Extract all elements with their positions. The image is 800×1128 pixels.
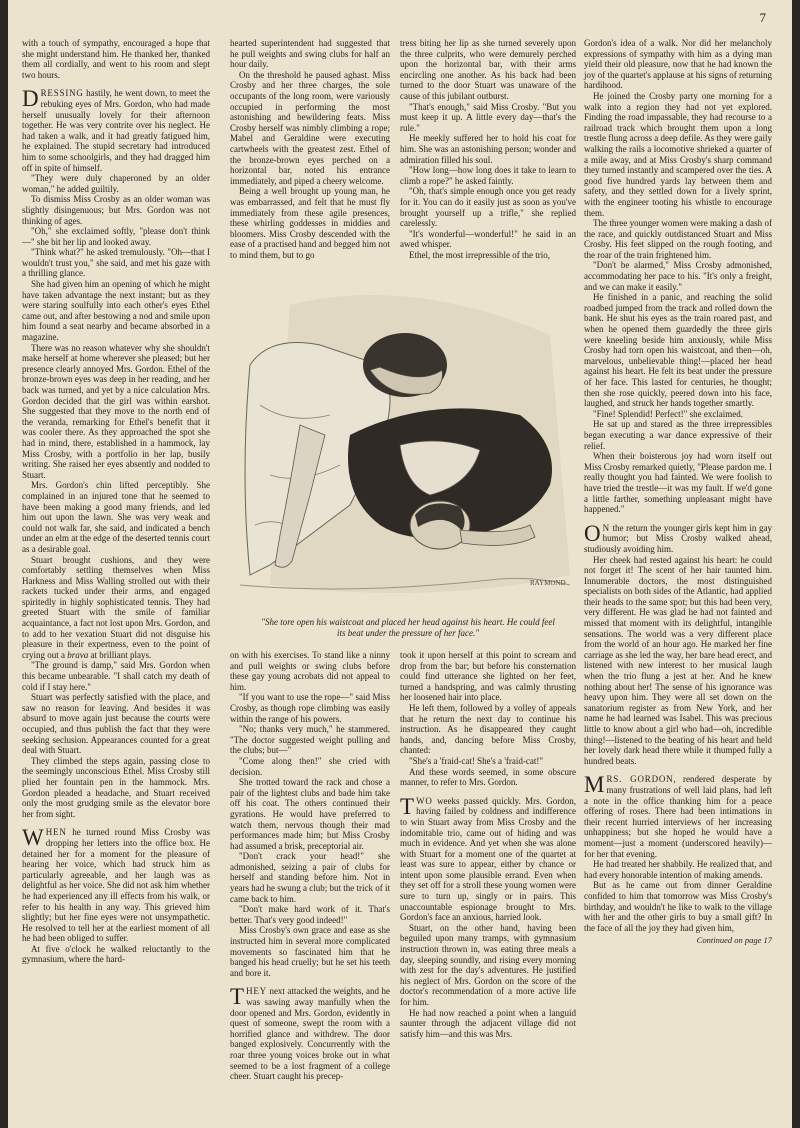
paragraph: "Oh," she exclaimed softly, "please don't think—" she bit her lip and looked away. [22,226,210,247]
paragraph: "No; thanks very much," he stammered. "The doctor suggested weight pulling and the clubs; but—" [230,724,390,756]
drop-cap: M [584,772,605,798]
small-caps-lead: RS. GORDON [606,774,674,785]
paragraph: tress biting her lip as she turned severely upon the three culprits, who were demurely perched upon the horizontal bar, with their arms encircling one another. As his back had been turned to the door Stuart was unaware of the cause of this jubilant outburst. [400,38,576,101]
paragraph: "Don't crack your head!" she admonished, seizing a pair of clubs for herself and standing before him. Not in years had he swung a club; but the trick of it came back to him. [230,851,390,904]
text-column-2-bottom [230,650,390,1120]
small-caps-lead: RESSING [40,88,84,99]
small-caps-lead: HEY [246,986,267,997]
paragraph: Being a well brought up young man, he was embarrassed, and felt that he must fly immediately from these agile presences, these whirling goddesses in middies and bloomers. Miss Crosby descended with the ease of a practised hand and begged him not to mind them, but to go [230,186,390,260]
paragraph: At five o'clock he walked reluctantly to the gymnasium, where the hard- [22,943,210,965]
section-start-paragraph [22,827,210,944]
paragraph: "Come along then!" she cried with decision. [230,755,390,777]
paragraph: "Don't make hard work of it. That's better. That's very good indeed!" [230,904,390,925]
paragraph-text: hastily, he went down, to meet the rebuking eyes of Mrs. Gordon, who had made herself unusually lovely for their afternoon together. He was very contrite over his neglect. He had taken a walk, and it had greatly fatigued him, he explained. The stupid secretary had introduced him to some schoolgirls, and they had dragged him off in spite of himself. [22,88,210,173]
paragraph: Stuart, on the other hand, having been beguiled upon many tramps, with gymnasium instruction thrown in, was eating three meals a day, sleeping soundly, and rising every morning with zest for the day's adventures. He justified his neglect of Mrs. Gordon on the score of the doctor's recommendation of a more active life for him. [400,922,576,1007]
drop-cap: O [584,520,601,546]
drop-cap: T [230,984,245,1010]
paragraph: "It's wonderful—wonderful!" he said in an awed whisper. [400,228,576,250]
small-caps-lead: WO [416,795,433,806]
paragraph: "How long—how long does it take to learn to climb a rope?" he asked faintly. [400,165,576,186]
paragraph-text: next attacked the weights, and he was sawing away manfully when the door opened and Mrs. Gordon, evidently in quest of someone, swept the room with a horrified glance and withdrew. The door banged explosively. Concurrently with the roar three young voices broke out in what seemed to be a lost fragment of a college cheer. Stuart caught his precep- [230,986,390,1082]
paragraph: He had treated her shabbily. He realized that, and had every honorable intention of making amends. [584,859,772,880]
small-caps-lead: N [602,522,610,533]
paragraph: "The ground is damp," said Mrs. Gordon when this became unbearable. "I shall catch my death of cold if I stay here." [22,660,210,692]
paragraph: He meekly suffered her to hold his coat for him. She was an astonishing person; wonder and admiration filled his soul. [400,133,576,165]
paragraph: "Fine! Splendid! Perfect!" she exclaimed. [593,408,744,419]
text-column-1 [22,38,210,1120]
section-start-paragraph [22,88,210,173]
paragraph: with a touch of sympathy, encouraged a hope that she might understand him. He thanked her, thanked them all cordially, and went to his room and slept two hours. [22,38,210,80]
paragraph: But as he came out from dinner Geraldine confided to him that tomorrow was Miss Crosby's birthday, and wouldn't he like to walk to the village with her and the other girls to buy a small gift? In the face of all the joy they had given him, [584,880,772,933]
paragraph: "Don't be alarmed," Miss Crosby admonished, accommodating her pace to his. "It's only a freight, and we can make it easily." [584,260,772,292]
paragraph: He finished in a panic, and reaching the solid roadbed jumped from the track and rolled down the bank. He shut his eyes as the train roared past, and when he opened them guardedly the three girls were kneeling beside him anxiously, while Miss Crosby had torn open his waistcoat, and then—oh, marvelous, unbelievable thing!—placed her head against his heart. He felt its beat under the pressure of her face. This lasted for centuries, he thought; then she rose quickly, peered down into his face, laughed, and struck her hands together smartly. [584,292,772,409]
paragraph-text: weeks passed quickly. Mrs. Gordon, having failed by coldness and indifference to win Stuart away from Miss Crosby and the indomitable trio, came out of hiding and was much in evidence. And yet when she was alone with Stuart for a moment one of the quartet at least was sure to appear, either by chance or intent upon some plausible errand. Even when they set off for a stroll these young women were sure to turn up, singly or in pairs. This unaccountable espionage brought to Mrs. Gordon's face an anxious, harried look. [400,795,576,923]
paragraph: "Oh, that's simple enough once you get ready for it. You can do it easily just as soon as you've brought yourself up a trifle," she replied carelessly. [400,186,576,229]
paragraph: Stuart was perfectly satisfied with the place, and saw no reason for leaving. And besides it was absurd to move again just because the courts were occupied, and thus publish the fact that they were seeking seclusion. Appearances counted for a great deal with Stuart. [22,692,210,756]
text-column-3-top [400,38,576,268]
paragraph: She trotted toward the rack and chose a pair of the lightest clubs and bade him take off his coat. The others continued their gyrations. He would have preferred to watch them, nervous though their mad performances made him; but Miss Crosby had assumed a brisk, preceptorial air. [230,777,390,851]
paragraph: He left them, followed by a volley of appeals that he return the next day to continue his instruction. As he disappeared they caught hands, and, dancing before Miss Crosby, chanted: [400,702,576,756]
text-column-3-bottom [400,650,576,1120]
paragraph: He joined the Crosby party one morning for a walk into a region they had not yet explored. Finding the road impassable, they had recourse to a railroad track which brought them upon a long trestle flung across a deep defile. As they were gaily walking the rails a locomotive shrieked a quarter of a mile away, and at Miss Crosby's sharp command they turned instantly and scampered over the ties. A good five hundred yards lay between them and safety, and they settled down for a lively sprint, with the engineer tooting his whistle to encourage them. [584,90,772,218]
paragraph-text: the return the younger girls kept him in gay humor; but Miss Crosby walked ahead, studiously avoiding him. [584,522,772,554]
paragraph: "If you want to use the rope—" said Miss Crosby, as though rope climbing was easily within the range of his powers. [230,692,390,724]
drop-cap: W [22,825,44,851]
paragraph-text: Stuart brought cushions, and they were comfortably settling themselves when Miss Harkness and Miss Walling strolled out with their rackets tucked under their arms, and engaged spiritedly in highly sophisticated tennis. They had greeted Stuart with the smile of familiar acquaintance, a fact not lost upon Mrs. Gordon, and to add to her vexation Stuart did not disguise his pleasure in their expertness, even to the point of crying out a [22,554,210,660]
paragraph-text: at brilliant plays. [88,649,152,660]
section-start-paragraph [230,986,390,1081]
page-number: 7 [759,10,766,25]
text-column-4 [584,38,772,1120]
paragraph: To dismiss Miss Crosby as an older woman was slightly disingenuous; but Mrs. Gordon was not thinking of ages. [22,194,210,226]
paragraph: There was no reason whatever why she shouldn't make herself at home wherever she pleased; but her presence clearly annoyed Mrs. Gordon. Ethel of the bronze-brown eyes was deep in her reading, and her back was turned, and yet by a nice calculation Mrs. Gordon decided that the girl was within earshot. She suggested that they move to the north end of the veranda, remarking for Ethel's benefit that it was cooler there. As they approached the spot she had in mind, there, established in a hammock, lay Miss Crosby, with a portfolio in her lap, busily writing. She raised her eyes absently and nodded to Stuart. [22,342,210,480]
paragraph: hearted superintendent had suggested that he pull weights and swing clubs for half an hour daily. [230,38,390,70]
paragraph: "That's enough," said Miss Crosby. "But you must keep it up. A little every day—that's the rule." [400,101,576,133]
story-illustration [230,275,576,620]
drop-cap: T [400,793,415,819]
drop-cap: D [22,86,39,112]
paragraph: When their boisterous joy had worn itself out Miss Crosby remarked quietly, "Please pardon me. I really thought you had fainted. We were foolish to have tried the trestle—it was my fault. If we'd gone a little farther, something unpleasant might have happened." [584,451,772,515]
section-start-paragraph [584,774,772,859]
paragraph: Mrs. Gordon's chin lifted perceptibly. She complained in an injured tone that he seemed to have been making a good many friends, and led him out upon the lawn. She was very weak and could not walk far, she said, and indicated a bench under an elm at the edge of the deserted tennis court as a desirable goal. [22,480,210,554]
paragraph: Ethel, the most irrepressible of the trio, [409,249,550,260]
paragraph: "Think what?" he asked tremulously. "Oh—that I wouldn't trust you," she said, and met his gaze with a thrilling glance. [22,247,210,279]
paragraph: On the threshold he paused aghast. Miss Crosby and her three charges, the sole occupants of the long room, were variously occupied in performing the most astonishing and bewildering feats. Miss Crosby herself was nimbly climbing a rope; Mabel and Geraldine were executing cartwheels with the greatest zest. Ethel of the bronze-brown eyes perched on a horizontal bar, noted his entrance immediately, and piped a cheery welcome. [230,69,390,186]
paragraph: "She's a 'fraid-cat! She's a 'fraid-cat!" [409,755,544,766]
section-start-paragraph [584,520,772,555]
paragraph: on with his exercises. To stand like a ninny and pull weights or swing clubs before these gay young acrobats did not appeal to him. [230,650,390,692]
illustration-caption: "She tore open his waistcoat and placed her head against his heart. He could feel its beat under the pressure of her face." [261,617,555,638]
paragraph: They climbed the steps again, passing close to the seemingly unconscious Ethel. Miss Crosby still plied her fountain pen in the hammock. Mrs. Gordon pleaded a headache, and Stuart received only the most grudging smile as the elevator bore her from sight. [22,755,210,819]
text-column-2-top [230,38,390,268]
paragraph [22,555,210,661]
magazine-page [8,0,792,1128]
paragraph-text: , rendered desperate by many frustrations of well laid plans, had left a note in the office thanking him for a peace offering of roses. There had been intimations in their recent hurried interviews of her increasing unhappiness; but she hoped he would have a moment—just a moment (underscored heavily)—for her that evening. [584,774,772,859]
paragraph: He had now reached a point when a languid saunter through the adjacent village did not satisfy him—and this was Mrs. [400,1007,576,1039]
paragraph: Gordon's idea of a walk. Nor did her melancholy expressions of sympathy with him as a dying man yield their old pleasure, now that he had known the joy of the quartet's applause at his signs of returning hardihood. [584,38,772,91]
paragraph: Miss Crosby's own grace and ease as she instructed him in several more complicated movements so fascinated him that he banged his head cruelly; but he set his teeth and bore it. [230,925,390,978]
paragraph: took it upon herself at this point to scream and drop from the bar; but before his consternation could find utterance she lighted on her feet, turned a handspring, and was calmly thrusting her loosened hair into place. [400,650,576,703]
paragraph: Her cheek had rested against his heart: he could not forget it! The scent of her hair taunted him. Innumerable doctors, the most distinguished specialists on both sides of the Atlantic, had applied their heads to the same spot; but this had been very, very different. He was glad he had not fainted and missed that moment with its delightful, intangible sensations. The world was a very different place from the world of an hour ago. He marked her fine carriage as she led the way, her bare head erect, and listened with new interest to her musical laugh when the trio flung a jest at her. And he knew nothing about her! The sense of his ignorance was heavy upon him. They were all set down on the sanatorium register as from New York, and her name he had learned was Isabel. This was precious little to know about a girl who had—oh, incredible thing!—listened to the beating of his heart and held her lovely dark head there while it thumped fully a hundred beats. [584,554,772,766]
section-start-paragraph [400,793,576,923]
paragraph: The three younger women were making a dash of the race, and quickly outdistanced Stuart and Miss Crosby. His feet slipped on the rough footing, and the roar of the train frightened him. [584,218,772,260]
paragraph-text: he turned round Miss Crosby was dropping her letters into the office box. He detained her for a moment for the pleasure of hearing her voice, which had struck him as particularly agreeable, and her laugh was as delightful as her voice. She did not ask him whether he had experienced any ill effects from his walk, or refer to his health in any way. This grieved him slightly; but her fine eyes were not unsympathetic. He resolved to tell her at the earliest moment of all he had been obliged to suffer. [22,827,210,944]
artist-signature: RAYMOND [530,579,566,587]
paragraph: He sat up and stared as the three irrepressibles began executing a war dance expressive of their relief. [584,419,772,451]
small-caps-lead: HEN [45,827,67,838]
paragraph: "They were duly chaperoned by an older woman," he added guiltily. [22,173,210,194]
paragraph: And these words seemed, in some obscure manner, to refer to Mrs. Gordon. [400,766,576,788]
continued-on-link[interactable]: Continued on page 17 [696,935,772,946]
paragraph: She had given him an opening of which he might have taken advantage the next instant; but as they were staring soulfully into each other's eyes Ethel came out, and after bestowing a nod and smile upon him found a seat nearby and became absorbed in a magazine. [22,279,210,343]
italic-word: brava [67,649,89,660]
